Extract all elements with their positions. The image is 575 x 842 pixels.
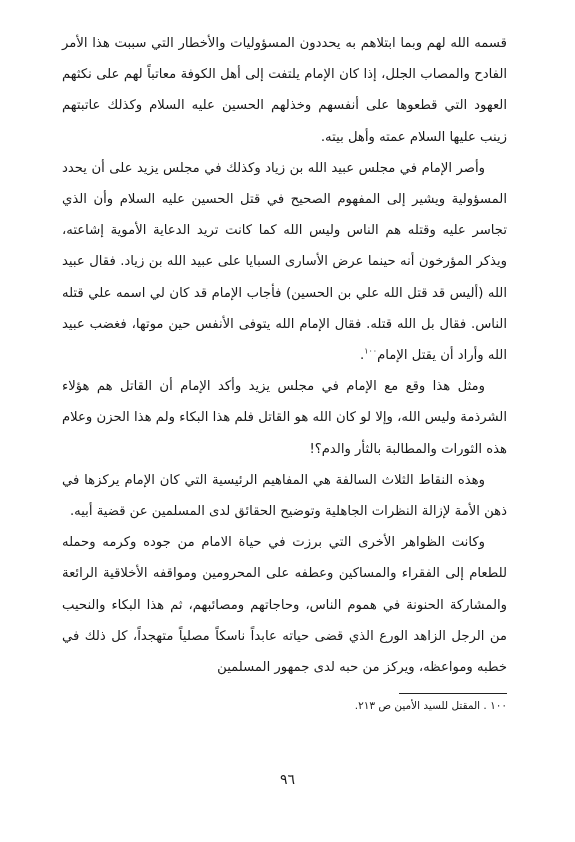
body-text — [62, 28, 507, 683]
footnote-reference: ١٠٠ — [364, 346, 378, 356]
page-number: ٩٦ — [279, 772, 296, 788]
paragraph-2-text: وأصر الإمام في مجلس عبيد الله بن زياد وكذلك في مجلس يزيد على أن يحدد المسؤولية ويشير إلى المفهوم الصحيح في قتل الحسين عليه السلام وأن الذي تجاسر عليه وقتله هم الناس وليس الله كما كانت تريد الدعاية الأموية إشاعته، ويذكر المؤرخون أنه حينما عرض الأسارى السبايا على عبيد الله بن زياد. فقال عبيد الله (أليس قد قتل الله علي بن الحسين) فأجاب الإمام قد كان لي اسمه علي قتله الناس. فقال بل الله قتله. فقال الإمام الله يتوفى الأنفس حين موتها، فغضب عبيد الله وأراد أن يقتل الإمام — [62, 160, 507, 364]
paragraph-1: قسمه الله لهم وبما ابتلاهم به يحددون المسؤوليات والأخطار التي سببت هذا الأمر الفادح والمصاب الجلل، إذا كان الإمام يلتفت إلى أهل الكوفة معاتباً لهم على نكثهم العهود التي قطعوها على أنفسهم وخذلهم الحسين عليه السلام وكذلك عاتبتهم زينب عليها السلام عمته وأهل بيته. — [62, 36, 507, 145]
paragraph-2: وأصر الإمام في مجلس عبيد الله بن زياد وكذلك في مجلس يزيد على أن يحدد المسؤولية ويشير إلى المفهوم الصحيح في قتل الحسين عليه السلام وأن الذي تجاسر عليه وقتله هم الناس وليس الله كما كانت تريد الدعاية الأموية إشاعته، ويذكر المؤرخون أنه حينما عرض الأسارى السبايا على عبيد الله بن زياد. فقال عبيد الله (أليس قد قتل الله علي بن الحسين) فأجاب الإمام قد كان لي اسمه علي قتله الناس. فقال بل الله قتله. فقال الإمام الله يتوفى الأنفس حين موتها، فغضب عبيد الله وأراد أن يقتل الإمام$^{١٠٠}$. — [62, 160, 507, 364]
paragraph-3: ومثل هذا وقع مع الإمام في مجلس يزيد وأكد الإمام أن القاتل هم هؤلاء الشرذمة وليس الله، وإلا لو كان الله هو القاتل فلم هذا البكاء ولم هذا الحزن وعلام هذه الثورات والمطالبة بالثأر والدم؟! — [62, 379, 507, 457]
footnote-divider — [399, 693, 507, 694]
footnote: ١٠٠ . المقتل للسيد الأمين ص ٢١٣. — [354, 700, 507, 712]
paragraph-4: وهذه النقاط الثلاث السالفة هي المفاهيم الرئيسية التي كان الإمام يركزها في ذهن الأمة لإزالة النظرات الجاهلية وتوضيح الحقائق لدى المسلمين عن قضية أبيه. — [62, 472, 507, 520]
paragraph-5: وكانت الظواهر الأخرى التي برزت في حياة الامام من جوده وكرمه وحمله للطعام إلى الفقراء والمساكين وعطفه على المحرومين ومواقفه الأخلاقية الرائعة والمشاركة الحنونة في هموم الناس، وحاجاتهم ومصائبهم، ثم هذا البكاء والنحيب من الرجل الزاهد الورع الذي قضى حياته عابداً ناسكاً مصلياً متهجداً، كل ذلك في خطبه ومواعظه، ويركز من حبه لدى جمهور المسلمين — [62, 535, 507, 676]
